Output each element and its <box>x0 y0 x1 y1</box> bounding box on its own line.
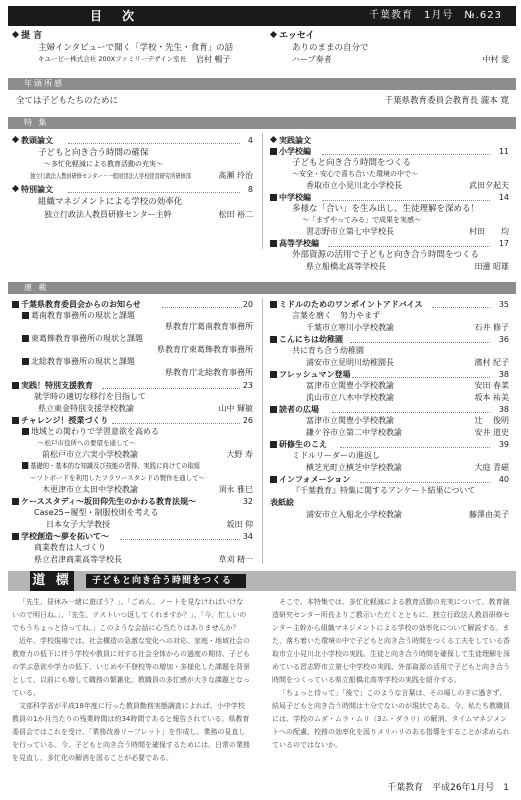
diamond-icon <box>12 185 19 192</box>
diamond-icon <box>270 136 277 143</box>
nentou-author: 千葉県教育委員会教育長 瀧本 寛 <box>384 96 509 106</box>
r1-heading: 小学校編 <box>270 147 311 157</box>
g-affiliation: 浦安市立見明川幼稚園長 <box>306 358 394 367</box>
a-sub3-affiliation: 県教育庁北総教育事務所 <box>165 368 253 377</box>
r3-heading: 高等学校編 <box>270 239 319 249</box>
square-bullet-icon <box>270 240 277 247</box>
l-heading: 表紙絵 <box>270 498 294 507</box>
divider <box>262 298 263 564</box>
essay-paragraph: 「ちょっと待って」「後で」このような言葉は、その場しのぎに過ぎず、結局子どもと向き合う時間は十分でないのが現状である。今、私たち教職員には、学校のムダ・ムラ・ムリ（3ム・ダラリ）の解消、タイムマネジメントへの配慮、校務の効率化を図りメリハリのある指導をすることが求められているのではないか。 <box>272 689 510 749</box>
h-heading: フレッシュマン登場 <box>270 370 350 380</box>
g-author: 濱村 紀子 <box>474 358 509 367</box>
leader-dots <box>162 307 242 308</box>
t2-title: 組織マネジメントによる学校の効率化 <box>38 197 183 207</box>
nentou-title: 全ては子どもたちのために <box>16 96 119 106</box>
square-bullet-icon <box>12 382 19 389</box>
square-bullet-icon <box>270 336 277 343</box>
leader-dots <box>112 423 240 424</box>
g-heading: こんにちは幼稚園 <box>270 335 343 345</box>
b-affiliation: 県立東金特別支援学校教諭 <box>38 404 134 413</box>
leader-dots <box>322 200 490 201</box>
leader-dots <box>120 539 240 540</box>
c-page: 26 <box>242 416 253 425</box>
i-row1-author: 辻 俊明 <box>474 416 509 425</box>
square-bullet-icon <box>12 533 19 540</box>
leader-dots <box>332 412 490 413</box>
t1-title: 子どもと向き合う時間の確保 <box>38 148 149 158</box>
teigen-affiliation: キユーピー株式会社 200Xファミリーデザイン室長 <box>38 55 187 63</box>
i-row2-affiliation: 鎌ケ谷市立第二中学校教諭 <box>306 428 402 437</box>
leader-dots <box>322 154 490 155</box>
a-sub2-title: 東葛飾教育事務所の現状と課題 <box>22 334 143 344</box>
a-sub1-title: 葛南教育事務所の現状と課題 <box>22 311 135 321</box>
j-title: ミドルリーダーの進返し <box>292 451 380 460</box>
header-title: 目 次 <box>90 9 143 23</box>
k-page: 40 <box>498 475 509 484</box>
leader-dots <box>352 377 490 378</box>
h-page: 38 <box>498 370 509 379</box>
square-bullet-icon <box>270 148 277 155</box>
leader-dots <box>68 143 240 144</box>
square-bullet-icon <box>22 312 29 319</box>
header-publication: 千葉教育 1月号 №.623 <box>368 10 502 21</box>
i-heading: 読者の広場 <box>270 405 319 415</box>
r2-author: 村田 均 <box>469 227 509 236</box>
b-heading: 実践！特別支援教育 <box>12 381 93 391</box>
square-bullet-icon <box>270 406 277 413</box>
leader-dots <box>102 388 240 389</box>
f-page: 35 <box>498 300 509 309</box>
leader-dots <box>432 307 490 308</box>
essay-author: 中村 愛 <box>482 55 509 64</box>
r1-affiliation: 香取市立小見川北小学校長 <box>306 181 402 190</box>
a-page: 20 <box>242 300 253 309</box>
f-heading: ミドルのためのワンポイントアドバイス <box>270 300 423 310</box>
g-page: 36 <box>498 335 509 344</box>
diamond-icon <box>12 31 19 38</box>
dohyo-banner <box>8 571 516 591</box>
k-title: 『千葉教育』特集に関するアンケート結果について <box>292 486 476 495</box>
dohyo-badge: 道 標 <box>30 571 74 591</box>
r3-title: 外部資源の活用で子どもと向き合う時間をつくる <box>292 250 480 260</box>
r3-author: 田邊 昭雄 <box>474 262 509 271</box>
teigen-author: 岩村 暢子 <box>196 55 231 64</box>
essay-paragraph: そこで、本特集では、多忙化軽減による教育活動の充実について、教育創造研究センター所長よりご教示いただくとともに、独立行政法人教員研修センター主幹から組織マネジメントによる学校の効率化について解説する。また、落ち着いた環境の中で子どもと向き合う時間をつくる工夫をしている香取市立小見川北小学校の実践、生徒と向き合う時間を確保して生徒理解を深めている習志野市立第七中学校の実践、外部資源の活用で子どもと向き合う時間をつくっている県立船橋北高等学校の実践を紹介する。 <box>272 598 510 684</box>
r3-page: 17 <box>498 239 509 248</box>
leader-dots <box>350 342 490 343</box>
jissen-heading: 実践論文 <box>270 136 311 146</box>
i-row2-author: 安井 道史 <box>474 428 509 437</box>
l-author: 藤澤由美子 <box>469 510 509 519</box>
essay-title: ありのままの自分で <box>292 43 369 53</box>
j-affiliation: 横芝光町立横芝中学校教諭 <box>306 463 402 472</box>
diamond-icon <box>12 136 19 143</box>
a-sub1-affiliation: 県教育庁葛南教育事務所 <box>165 322 253 331</box>
a-heading: 千葉県教育委員会からのお知らせ <box>12 300 141 310</box>
r1-subtitle: ～安全・安心で喜ち合いた環境の中で～ <box>292 170 418 178</box>
f-affiliation: 千葉市立寒川小学校教諭 <box>306 323 394 332</box>
square-bullet-icon <box>12 417 19 424</box>
j-page: 39 <box>498 440 509 449</box>
d-author: 坂田 仰 <box>226 520 253 529</box>
k-heading: インフォメーション <box>270 475 350 485</box>
t2-heading: 特別論文 <box>12 185 53 195</box>
a-sub2-affiliation: 県教育庁東葛飾教育事務所 <box>157 345 253 354</box>
c-sub1-author: 大野 寿 <box>226 450 253 459</box>
r2-subtitle: ～「まずやってみる」で成果を実感～ <box>302 216 421 224</box>
leader-dots <box>360 482 490 483</box>
page-footer: 千葉教育 平成26年1月号 1 <box>387 782 509 793</box>
g-title: 共に育ち合う幼稚園 <box>292 346 364 355</box>
j-author: 大庭 青磁 <box>474 463 509 472</box>
dohyo-subtitle: 子どもと向き合う時間をつくる <box>86 574 246 588</box>
t1-heading: 教頭論文 <box>12 136 53 146</box>
square-bullet-icon <box>12 301 19 308</box>
b-author: 山中 輝敏 <box>218 404 253 413</box>
e-author: 草刈 精一 <box>218 555 253 564</box>
e-heading: 学校創造～夢を拓いて～ <box>12 532 109 542</box>
nentou-bar: 年頭所感 <box>8 78 516 90</box>
h-row2-author: 坂本 祐美 <box>474 393 509 402</box>
essay-paragraph: 「先生、昼休み一緒に遊ぼう？」、「ごめん、ノートを見なければいけないので明日ね。」、「先生、テストいつ返してくれますか？」、「今、忙しいのでもうちょっと待ってね。」このような会話に心当たりはありませんか？ <box>12 598 247 632</box>
c-heading: チャレンジ！授業づくり <box>12 416 108 426</box>
r3-affiliation: 県立船橋北高等学校長 <box>306 262 386 271</box>
i-row1-affiliation: 富津市立関豊小学校教諭 <box>306 416 394 425</box>
leader-dots <box>328 246 490 247</box>
d-page: 32 <box>242 497 253 506</box>
h-row1-author: 安田 春菜 <box>474 381 509 390</box>
a-sub3-title: 北総教育事務所の現状と課題 <box>22 357 135 367</box>
h-row1-affiliation: 富津市立関豊小学校教諭 <box>306 381 394 390</box>
square-bullet-icon <box>22 428 29 435</box>
tokushu-bar: 特 集 <box>8 117 516 129</box>
e-affiliation: 県立君津商業高等学校長 <box>34 555 122 564</box>
c-sub1-note: ～松戸市役所への要望を通して～ <box>38 439 136 447</box>
b-page: 23 <box>242 381 253 390</box>
b-title: 就学時の適切な移行を目指して <box>34 392 146 401</box>
r1-title: 子どもと向き合う時間をつくる <box>292 158 412 168</box>
square-bullet-icon <box>22 335 29 342</box>
d-affiliation: 日本女子大学教授 <box>46 520 110 529</box>
essay-left-column <box>12 596 250 772</box>
t2-author: 松田 裕二 <box>218 210 253 219</box>
l-affiliation: 浦安市立入船北小学校教諭 <box>306 510 402 519</box>
divider <box>262 133 263 249</box>
d-title: Case25−履型・制服校則を考える <box>34 508 159 517</box>
c-sub2-affiliation: 木更津市立太田中学校教諭 <box>42 485 138 494</box>
e-page: 34 <box>242 532 253 541</box>
t2-affiliation: 独立行政法人教員研修センター主幹 <box>44 210 172 219</box>
leader-dots <box>340 447 490 448</box>
essay-heading: エッセイ <box>270 31 315 42</box>
square-bullet-icon <box>270 476 277 483</box>
toc-header <box>8 6 516 26</box>
r2-page: 14 <box>498 193 509 202</box>
square-bullet-icon <box>22 462 28 469</box>
square-bullet-icon <box>12 498 19 505</box>
leader-dots <box>68 192 240 193</box>
essay-paragraph: 近年、学校現場では、社会構造の急激な変化への対応、家庭・地域社会の教育力の低下に伴う学校や教員に対する社会全体からの過度の期待、子どもの学ぶ意欲や学力の低下、いじめや不登校等の増加・多様化した課題を背景として、以前にも増して職務の繁雑化、教職員の多忙感が大きな課題となっている。 <box>12 637 250 697</box>
c-sub1-title: 地域との関わりで学習意欲を高める <box>22 427 159 437</box>
square-bullet-icon <box>270 441 277 448</box>
i-page: 38 <box>498 405 509 414</box>
r2-title: 多様な「合い」を生み出し、生徒理解を深める！ <box>292 204 480 214</box>
essay-role: ハープ奏者 <box>292 55 332 64</box>
c-sub1-affiliation: 前松戸市立六実小学校教諭 <box>42 450 138 459</box>
c-sub2-note: ～ソトボードを利用したフラワースタンドの製作を通して～ <box>30 474 206 482</box>
f-author: 石井 修子 <box>474 323 509 332</box>
teigen-title: 主婦インタビューで聞く「学校・先生・食育」の話 <box>38 43 234 53</box>
c-sub2-author: 須永 雅巳 <box>218 485 253 494</box>
h-row2-affiliation: 流山市立八木中学校教諭 <box>306 393 394 402</box>
square-bullet-icon <box>270 371 277 378</box>
t2-page: 8 <box>247 185 253 194</box>
d-heading: ケーススタディ～坂田仰先生のかわる教育法規～ <box>12 497 196 507</box>
t1-author: 髙瀬 玲治 <box>218 171 253 180</box>
square-bullet-icon <box>22 358 29 365</box>
t1-page: 4 <box>247 136 253 145</box>
diamond-icon <box>270 31 277 38</box>
t1-affiliation: 独立行政法人教員研修センター・一般財団法人学校経営研究所研修部 <box>30 172 191 180</box>
r1-author: 武田夕起夫 <box>469 181 509 190</box>
t1-subtitle: ～多忙化軽減による教育活動の充実～ <box>44 160 163 168</box>
essay-right-column <box>272 596 510 772</box>
teigen-heading: 提 言 <box>12 31 42 42</box>
e-title: 商業教育は人づくり <box>34 543 106 552</box>
square-bullet-icon <box>270 301 277 308</box>
j-heading: 研修生のこえ <box>270 440 327 450</box>
r2-affiliation: 習志野市立第七中学校長 <box>306 227 394 236</box>
r1-page: 11 <box>498 147 509 156</box>
square-bullet-icon <box>270 194 277 201</box>
c-sub2-title: 基礎的・基本的な知識及び技能の習得、実践に向けての取組 <box>22 462 200 471</box>
essay-paragraph: 文部科学省が平成18年度に行った教員勤務実態調査によれば、小中学校教員の1か月当たりの残業時間は約34時間であると報告されている。県教育委員会ではこれを受け、「業務改善リーフレット」を作成し、業務の見直しを行っている。今、子どもと向き合う時間を確保するためには、日常の業務を見直し、多忙化の解消を図ることが必要である。 <box>12 702 250 762</box>
r2-heading: 中学校編 <box>270 193 311 203</box>
f-title: 言葉を磨く 努力やまず <box>292 311 380 320</box>
rensai-bar: 連 載 <box>8 282 516 294</box>
